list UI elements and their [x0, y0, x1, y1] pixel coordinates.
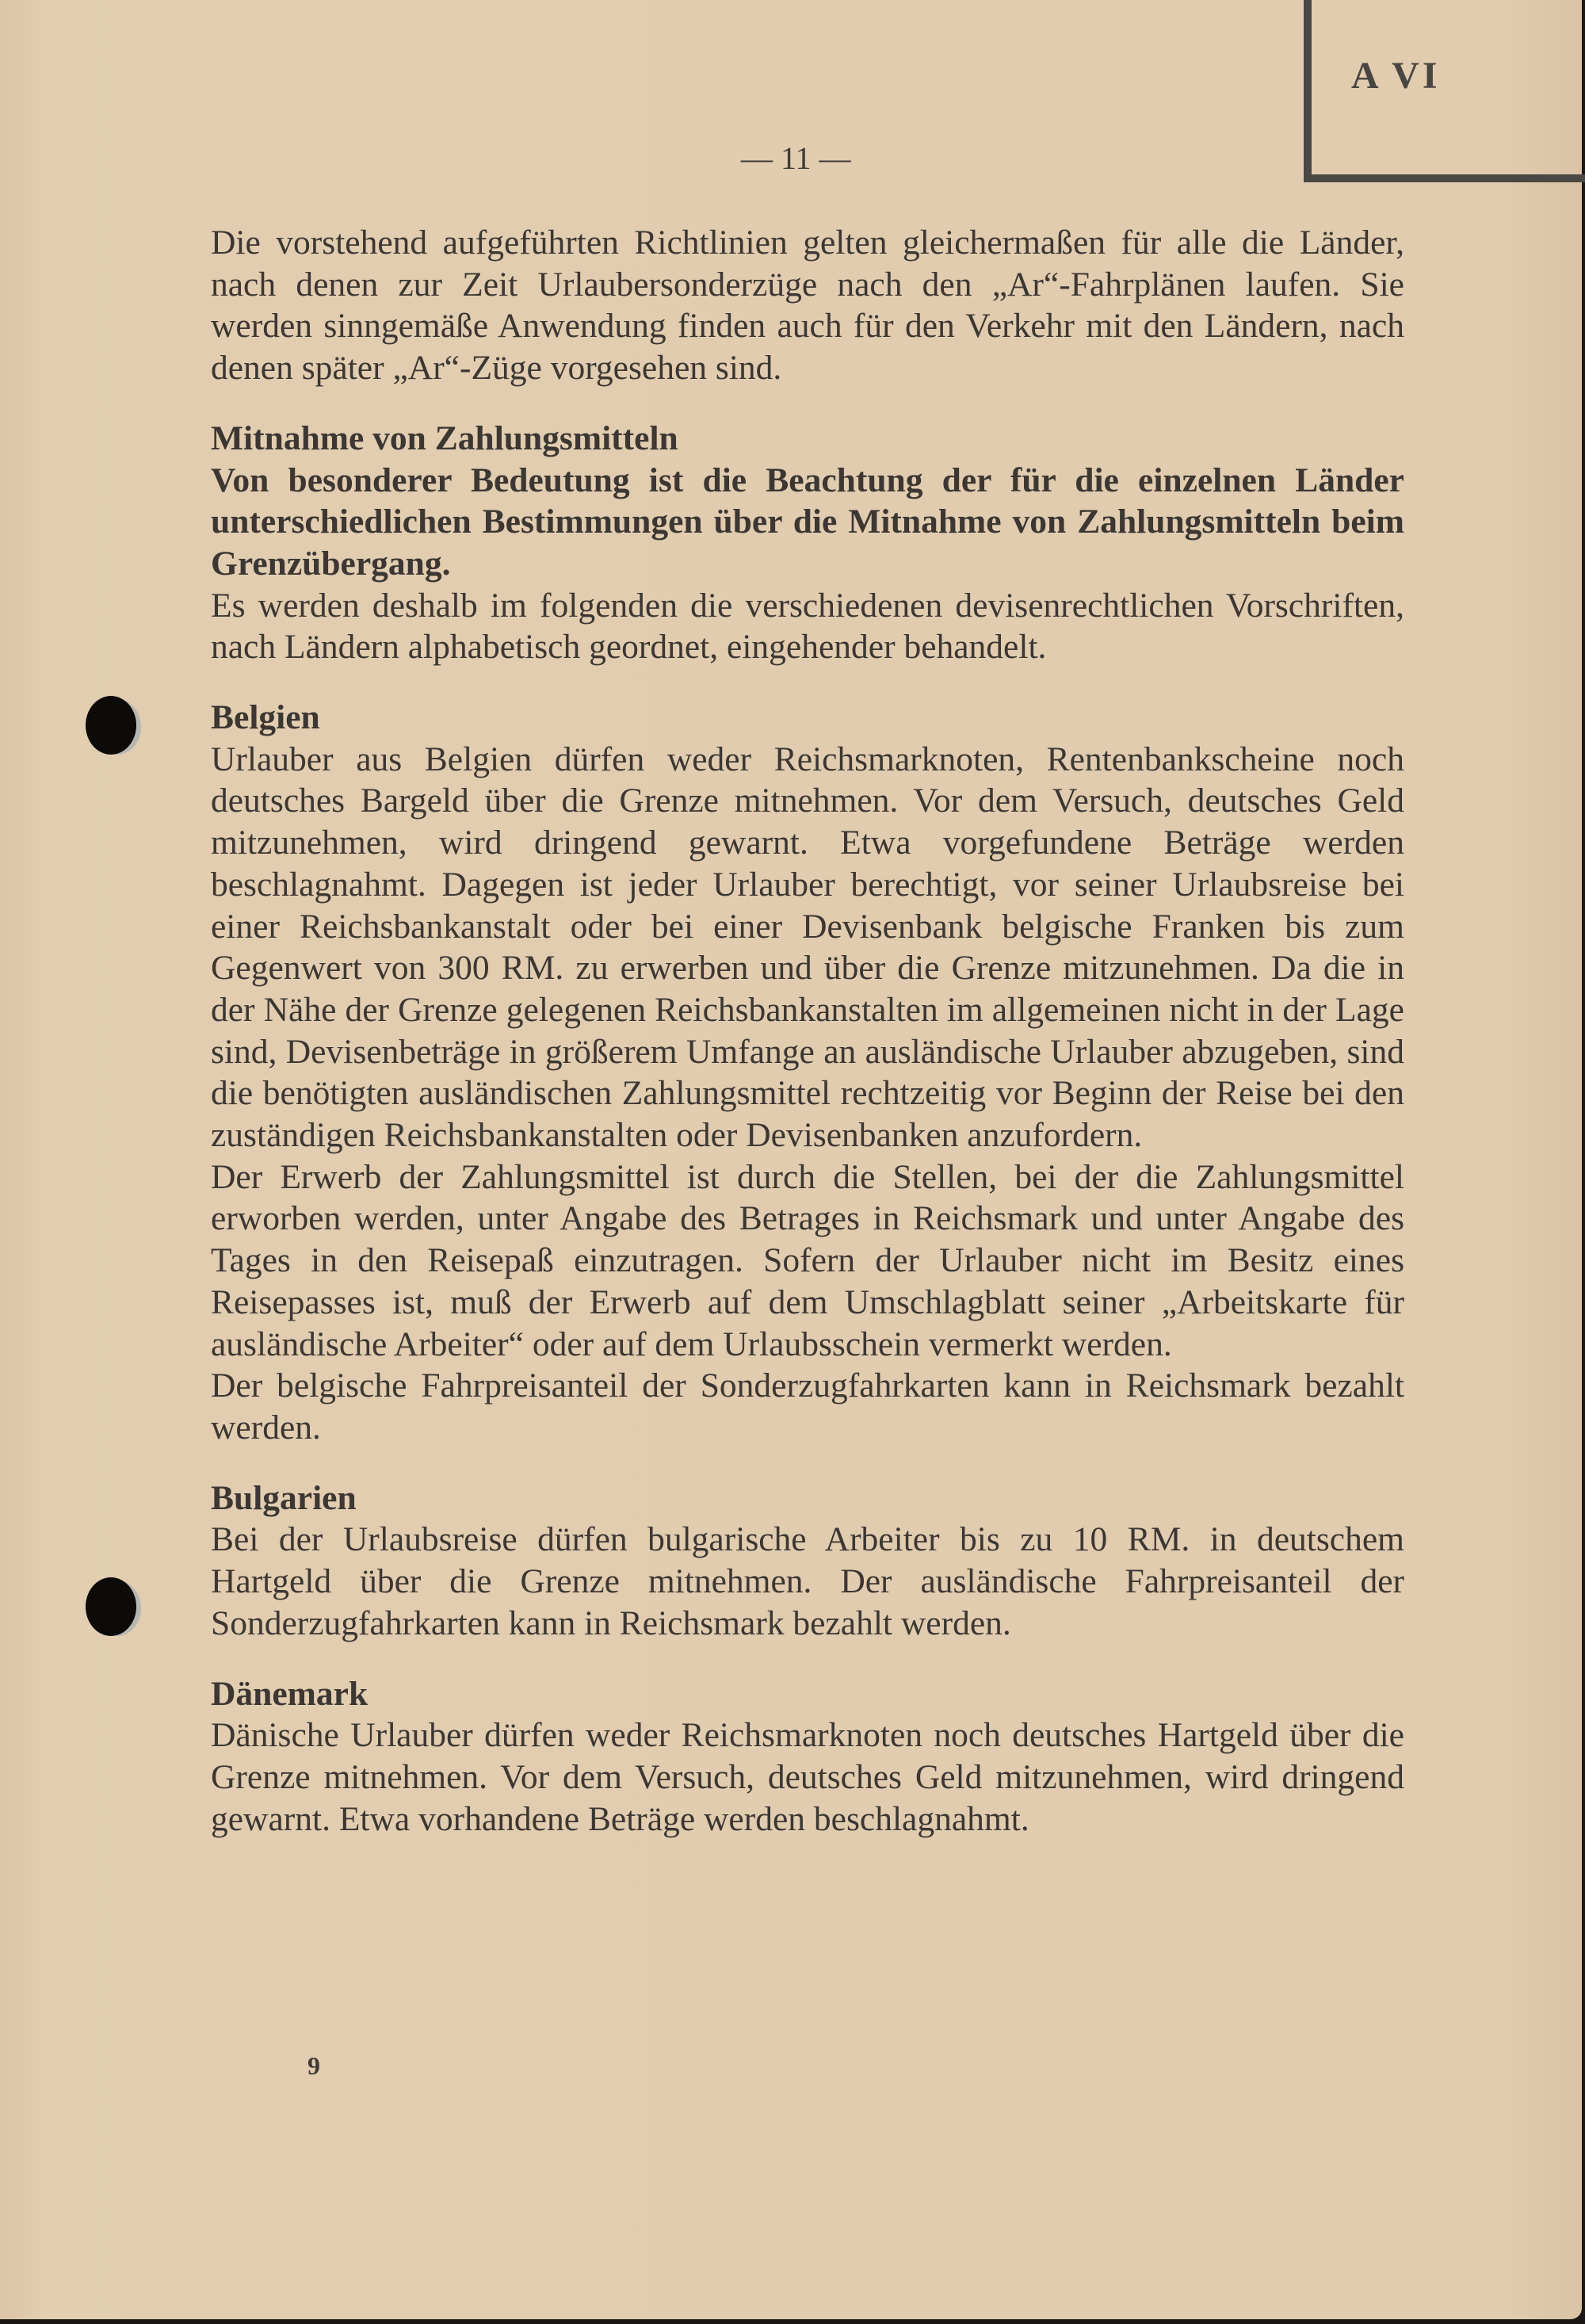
- signature-mark: 9: [307, 2051, 320, 2080]
- document-body: [211, 222, 1404, 1840]
- country-paragraph: Der belgische Fahrpreisanteil der Sonderzugfahrkarten kann in Reichsmark bezahlt werden.: [211, 1366, 1404, 1447]
- country-paragraph: Urlauber aus Belgien dürfen weder Reichsmarknoten, Rentenbankscheine noch deutsches Bargeld über die Grenze mitnehmen. Vor dem Versuch, deutsches Geld mitzunehmen, wird dringend gewarnt. Etwa vorgefundene Beträge werden beschlagnahmt. Dagegen ist jeder Urlauber berechtigt, vor seiner Urlaubsreise bei einer Reichsbankanstalt oder bei einer Devisenbank belgische Franken bis zum Gegenwert von 300 RM. zu erwerben und über die Grenze mitzunehmen. Da die in der Nähe der Grenze gelegenen Reichsbankanstalten im allgemeinen nicht in der Lage sind, Devisenbeträge in größerem Umfange an ausländische Urlauber abzugeben, sind die benötigten ausländischen Zahlungsmittel rechtzeitig vor Beginn der Reise bei den zuständigen Reichsbankanstalten oder Devisenbanken anzufordern.: [211, 740, 1404, 1155]
- country-paragraph: Bei der Urlaubsreise dürfen bulgarische Arbeiter bis zu 10 RM. in deutschem Hartgeld über die Grenze mitnehmen. Der ausländische Fahrpreisanteil der Sonderzugfahrkarten kann in Reichsmark bezahlt werden.: [211, 1520, 1404, 1642]
- section-heading-payment: Mitnahme von Zahlungsmitteln: [211, 419, 678, 457]
- page-number: — 11 —: [741, 140, 851, 176]
- section-tab-frame: [1304, 0, 1585, 182]
- intro-paragraph: Die vorstehend aufgeführten Richtlinien gelten gleichermaßen für alle die Länder, nach denen zur Zeit Urlaubersonderzüge nach den „Ar“-Fahrplänen laufen. Sie werden sinngemäße Anwendung finden auch für den Verkehr mit den Ländern, nach denen später „Ar“-Züge vorgesehen sind.: [211, 224, 1404, 388]
- punch-hole-icon: [86, 696, 136, 755]
- country-paragraph: Der Erwerb der Zahlungsmittel ist durch die Stellen, bei der die Zahlungsmittel erworben werden, unter Angabe des Betrages in Reichsmark und unter Angabe des Tages in den Reisepaß einzutragen. Sofern der Urlauber nicht im Besitz eines Reisepasses ist, muß der Erwerb auf dem Umschlagblatt seiner „Arbeitskarte für ausländische Arbeiter“ oder auf dem Urlaubsschein vermerkt werden.: [211, 1157, 1404, 1363]
- emphasis-paragraph: Von besonderer Bedeutung ist die Beachtung der für die einzelnen Länder unterschiedlichen Bestimmungen über die Mitnahme von Zahlungsmitteln beim Grenzübergang.: [211, 461, 1404, 583]
- punch-hole-icon: [86, 1577, 136, 1636]
- country-heading-bulgarien: Bulgarien: [211, 1478, 357, 1517]
- section-tab-label: A VI: [1351, 55, 1441, 97]
- country-paragraph: Dänische Urlauber dürfen weder Reichsmarknoten noch deutsches Hartgeld über die Grenze mitnehmen. Vor dem Versuch, deutsches Geld mitzunehmen, wird dringend gewarnt. Etwa vorhandene Beträge werden beschlagnahmt.: [211, 1716, 1404, 1838]
- section-paragraph: Es werden deshalb im folgenden die verschiedenen devisenrechtlichen Vorschriften, nach Ländern alphabetisch geordnet, eingehender behandelt.: [211, 586, 1404, 667]
- country-heading-daenemark: Dänemark: [211, 1674, 369, 1713]
- country-heading-belgien: Belgien: [211, 698, 320, 737]
